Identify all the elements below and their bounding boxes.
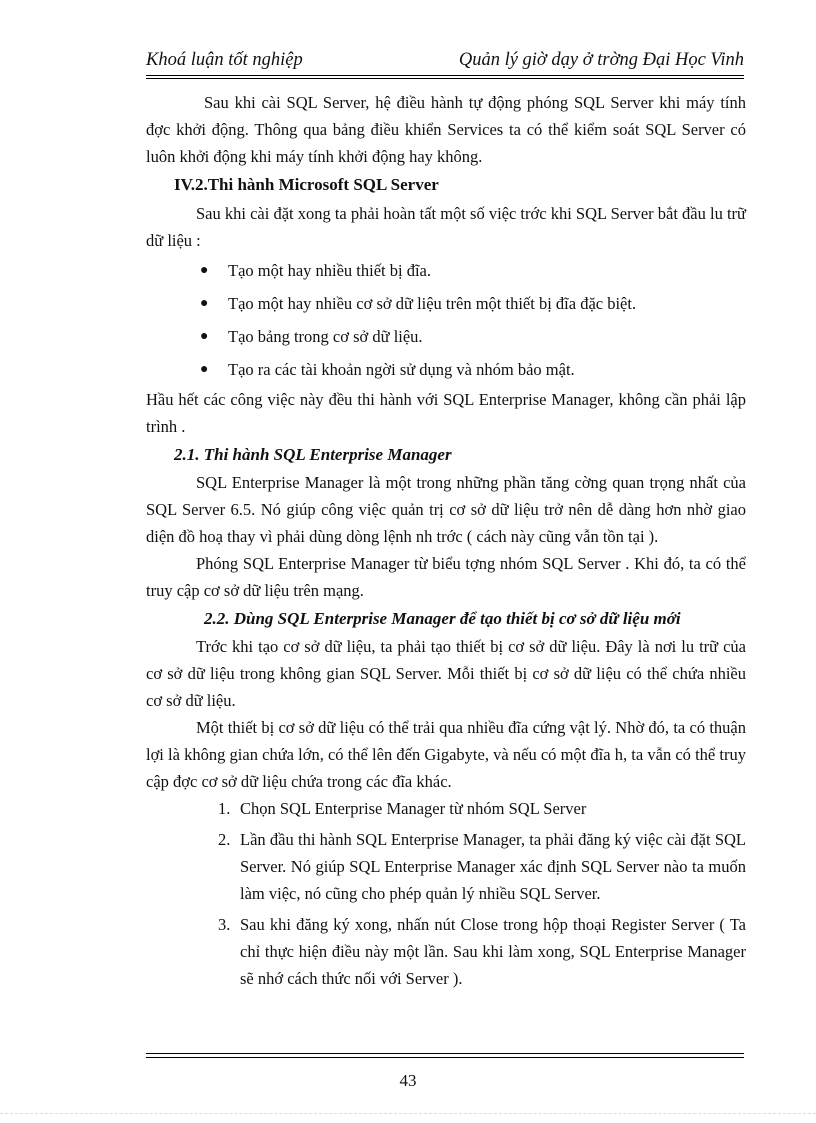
section-21-heading: 2.1. Thi hành SQL Enterprise Manager	[174, 445, 452, 464]
list-item: 3. Sau khi đăng ký xong, nhấn nút Close trong hộp thoại Register Server ( Ta chỉ thực hiện điều này một lần. Sau khi làm xong, SQL Enterprise Manager sẽ nhớ cách thức nối với Server ).	[218, 915, 746, 988]
page-body	[146, 89, 746, 996]
intro-paragraph: Sau khi cài SQL Server, hệ điều hành tự động phóng SQL Server khi máy tính đợc khởi động. Thông qua bảng điều khiển Services ta có thể kiểm soát SQL Server có luôn khởi động khi máy tính khởi động hay không.	[146, 93, 746, 166]
page-number: 43	[399, 1071, 417, 1090]
bullet-list	[146, 254, 746, 386]
steps-list	[146, 795, 746, 992]
bullet-icon: ●	[200, 362, 209, 377]
header-left-title: Khoá luận tốt nghiệp	[146, 50, 303, 70]
section-22-heading: 2.2. Dùng SQL Enterprise Manager để tạo thiết bị cơ sở dữ liệu mới	[204, 609, 681, 628]
section-22-paragraph-2: Một thiết bị cơ sở dữ liệu có thể trải qua nhiều đĩa cứng vật lý. Nhờ đó, ta có thuận lợi là không gian chứa lớn, có thể lên đến Gigabyte, và nếu có một đĩa h, ta vẫn có thể truy cập đợc cơ sở dữ liệu chứa trong các đĩa khác.	[146, 718, 746, 791]
section-iv2-paragraph: Sau khi cài đặt xong ta phải hoàn tất một số việc trớc khi SQL Server bắt đầu lu trữ dữ liệu :	[146, 204, 746, 250]
header-right-title: Quản lý giờ dạy ở trờng Đại Học Vinh	[458, 50, 744, 70]
page-header	[146, 50, 744, 78]
bullet-icon: ●	[200, 263, 209, 278]
section-22-paragraph-1: Trớc khi tạo cơ sở dữ liệu, ta phải tạo thiết bị cơ sở dữ liệu. Đây là nơi lu trữ của cơ sở dữ liệu trong không gian SQL Server. Mỗi thiết bị cơ sở dữ liệu có thể chứa nhiều cơ sở dữ liệu.	[146, 637, 746, 710]
list-item: ● Tạo một hay nhiều thiết bị đĩa.	[200, 254, 746, 287]
section-21-paragraph-1: SQL Enterprise Manager là một trong những phần tăng cờng quan trọng nhất của SQL Server 6.5. Nó giúp công việc quản trị cơ sở dữ liệu trở nên dễ dàng hơn nhờ giao diện đồ hoạ thay vì phải dùng dòng lệnh nh trớc ( cách này cũng vẫn tồn tại ).	[146, 473, 746, 546]
list-item: ● Tạo một hay nhiều cơ sở dữ liệu trên một thiết bị đĩa đặc biệt.	[200, 287, 746, 320]
header-rule	[146, 75, 744, 76]
section-21-paragraph-2: Phóng SQL Enterprise Manager từ biểu tợng nhóm SQL Server . Khi đó, ta có thể truy cập cơ sở dữ liệu trên mạng.	[146, 554, 746, 600]
section-iv2-heading: IV.2.Thi hành Microsoft SQL Server	[174, 175, 439, 194]
bullet-icon: ●	[200, 296, 209, 311]
footer-rule	[146, 1053, 744, 1054]
list-item: 2. Lần đầu thi hành SQL Enterprise Manager, ta phải đăng ký việc cài đặt SQL Server. Nó giúp SQL Enterprise Manager xác định SQL Server nào ta muốn làm việc, nó cũng cho phép quản lý nhiều SQL Server.	[218, 830, 746, 903]
list-item: ● Tạo bảng trong cơ sở dữ liệu.	[200, 320, 746, 353]
footer-rule	[146, 1057, 744, 1058]
list-item: ● Tạo ra các tài khoản ngời sử dụng và nhóm bảo mật.	[200, 353, 746, 386]
page-edge-divider	[0, 1113, 816, 1114]
header-rule	[146, 78, 744, 79]
list-item: 1. Chọn SQL Enterprise Manager từ nhóm SQL Server	[218, 799, 587, 818]
bullet-icon: ●	[200, 329, 209, 344]
section-iv2-after: Hầu hết các công việc này đều thi hành với SQL Enterprise Manager, không cần phải lập trình .	[146, 390, 746, 436]
